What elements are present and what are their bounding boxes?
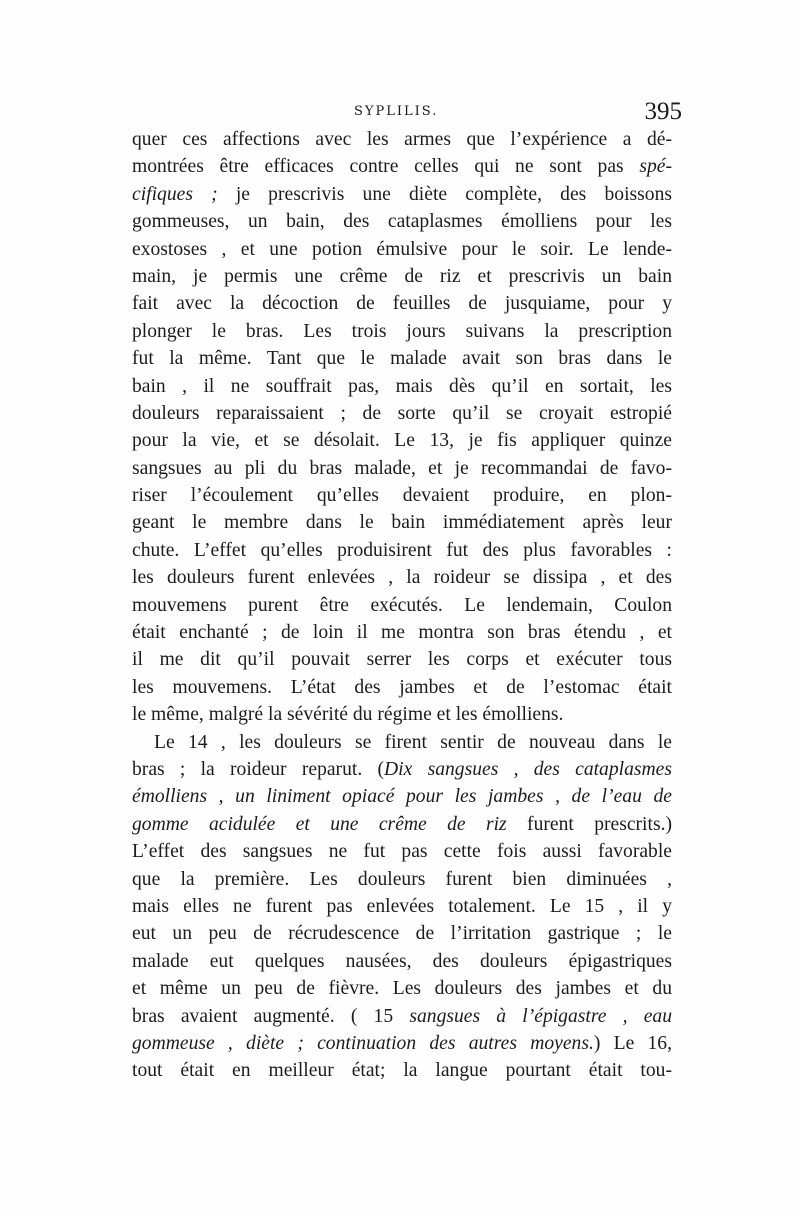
text-line-8 (132, 318, 672, 345)
text-run: était enchanté ; de loin il me montra son bras étendu , et (132, 622, 672, 644)
text-line-17 (132, 564, 672, 591)
text-run: fut la même. Tant que le malade avait son bras dans le (132, 348, 672, 370)
text-line-9 (132, 345, 672, 372)
text-line-7 (132, 290, 672, 317)
text-run: bras avaient augmenté. ( 15 (132, 1005, 410, 1027)
text-run: les mouvemens. L’état des jambes et de l’estomac était (132, 676, 672, 698)
text-line-28 (132, 866, 672, 893)
text-run: les douleurs furent enlevées , la roideur se dissipa , et des (132, 567, 672, 589)
italic-run: Dix sangsues , des cataplasmes (384, 758, 672, 780)
italic-run: spé- (639, 156, 672, 178)
text-line-13 (132, 455, 672, 482)
text-run: je prescrivis une diète complète, des boissons (217, 183, 672, 205)
text-line-35 (132, 1057, 672, 1084)
running-title: SYPLILIS. (354, 104, 439, 119)
text-line-27 (132, 838, 672, 865)
text-run: riser l’écoulement qu’elles devaient produire, en plon- (132, 485, 672, 507)
page-number: 395 (644, 98, 682, 125)
italic-run: émolliens , un liniment opiacé pour les jambes , de l’eau de (132, 786, 672, 808)
text-line-6 (132, 263, 672, 290)
text-run: pour la vie, et se désolait. Le 13, je fis appliquer quinze (132, 430, 672, 452)
body-text (132, 126, 672, 1085)
text-run: malade eut quelques nausées, des douleurs épigastriques (132, 950, 672, 972)
text-line-12 (132, 427, 672, 454)
text-run: main, je permis une crême de riz et prescrivis un bain (132, 265, 672, 287)
text-line-31 (132, 948, 672, 975)
text-line-2 (132, 153, 672, 180)
text-run: ) Le 16, (593, 1032, 672, 1054)
text-line-23 (132, 729, 672, 756)
text-run: il me dit qu’il pouvait serrer les corps et exécuter tous (132, 649, 672, 671)
text-line-33 (132, 1003, 672, 1030)
text-run: mais elles ne furent pas enlevées totalement. Le 15 , il y (132, 895, 672, 917)
text-line-18 (132, 592, 672, 619)
running-head (132, 98, 682, 128)
text-run: exostoses , et une potion émulsive pour le soir. Le lende- (132, 238, 672, 260)
italic-run: sangsues à l’épigastre , eau (409, 1005, 672, 1027)
text-run: bain , il ne souffrait pas, mais dès qu’il en sortait, les (132, 375, 672, 397)
text-run: gommeuses, un bain, des cataplasmes émolliens pour les (132, 211, 672, 233)
text-line-26 (132, 811, 672, 838)
text-line-20 (132, 646, 672, 673)
text-line-19 (132, 619, 672, 646)
text-run: douleurs reparaissaient ; de sorte qu’il se croyait estropié (132, 402, 672, 424)
text-line-4 (132, 208, 672, 235)
text-line-14 (132, 482, 672, 509)
text-run: mouvemens purent être exécutés. Le lendemain, Coulon (132, 594, 672, 616)
text-run: le même, malgré la sévérité du régime et les émolliens. (132, 704, 564, 726)
text-run: furent prescrits.) (506, 813, 672, 835)
text-line-16 (132, 537, 672, 564)
text-run: eut un peu de récrudescence de l’irritation gastrique ; le (132, 923, 672, 945)
text-line-5 (132, 236, 672, 263)
text-line-29 (132, 893, 672, 920)
text-run: chute. L’effet qu’elles produisirent fut des plus favorables : (132, 539, 672, 561)
text-run: tout était en meilleur état; la langue pourtant était tou- (132, 1060, 672, 1082)
italic-run: gomme acidulée et une crême de riz (132, 813, 507, 835)
text-line-3 (132, 181, 672, 208)
text-line-30 (132, 920, 672, 947)
text-line-34 (132, 1030, 672, 1057)
text-run: montrées être efficaces contre celles qui ne sont pas (132, 156, 640, 178)
text-line-15 (132, 509, 672, 536)
text-line-10 (132, 373, 672, 400)
italic-run: gommeuse , diète ; continuation des autres moyens. (132, 1032, 594, 1054)
text-run: Le 14 , les douleurs se firent sentir de nouveau dans le (154, 731, 672, 753)
text-run: quer ces affections avec les armes que l’expérience a dé- (132, 129, 672, 150)
text-line-11 (132, 400, 672, 427)
text-run: bras ; la roideur reparut. ( (132, 758, 385, 780)
text-run: geant le membre dans le bain immédiatement après leur (132, 512, 672, 534)
text-run: fait avec la décoction de feuilles de jusquiame, pour y (132, 293, 672, 315)
text-line-32 (132, 975, 672, 1002)
text-run: plonger le bras. Les trois jours suivans la prescription (132, 320, 672, 342)
text-run: que la première. Les douleurs furent bien diminuées , (132, 868, 672, 890)
text-line-22 (132, 701, 672, 728)
italic-run: cifiques ; (132, 183, 218, 205)
text-line-25 (132, 783, 672, 810)
text-line-1 (132, 126, 672, 153)
text-line-21 (132, 674, 672, 701)
text-run: L’effet des sangsues ne fut pas cette fois aussi favorable (132, 841, 672, 863)
text-line-24 (132, 756, 672, 783)
text-run: et même un peu de fièvre. Les douleurs des jambes et du (132, 978, 672, 1000)
text-run: sangsues au pli du bras malade, et je recommandai de favo- (132, 457, 672, 479)
